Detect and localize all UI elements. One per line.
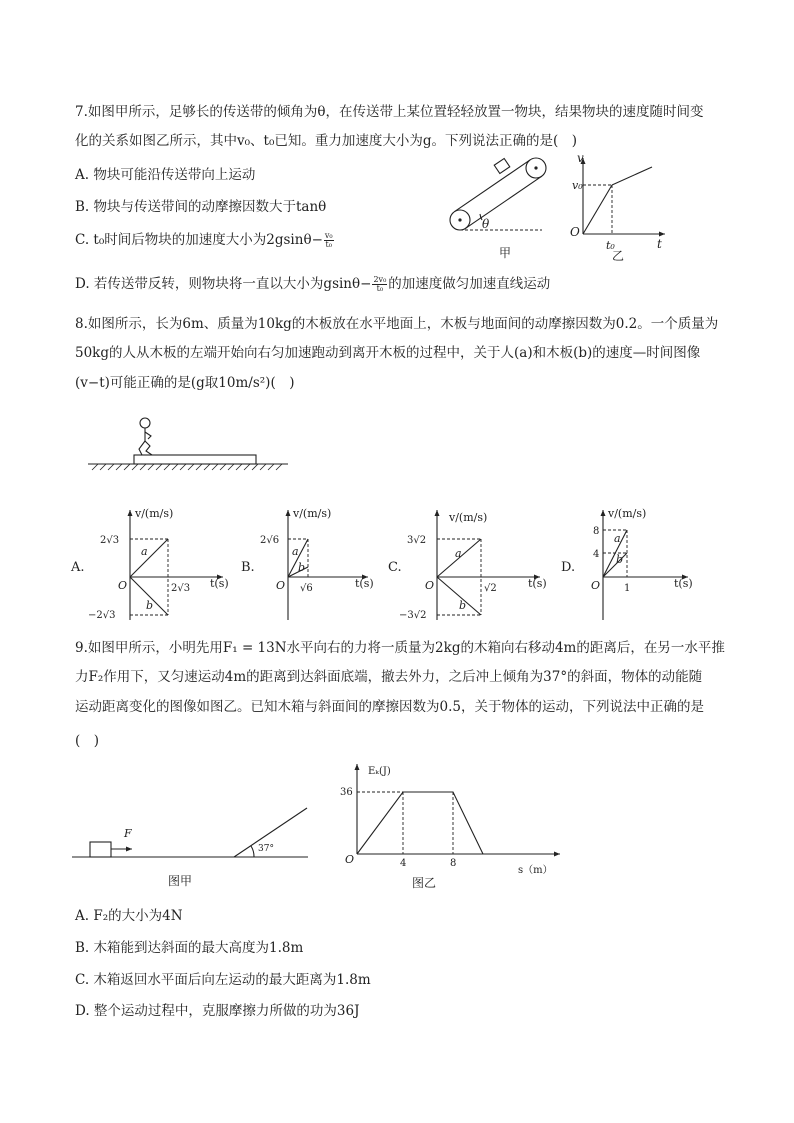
q7-option-c-text: C. t₀时间后物块的加速度大小为2gsinθ− (75, 232, 323, 248)
q9-ek-graph (340, 760, 565, 895)
q7-option-d-text-end: 的加速度做匀加速直线运动 (388, 276, 551, 292)
q9-option-b: B. 木箱能到达斜面的最大高度为1.8m (75, 940, 304, 956)
q8-x-axis-label: t(s) (355, 577, 374, 590)
q7-conveyor-figure (440, 150, 560, 265)
line-a (130, 539, 168, 577)
q9-y-axis-label: Eₖ(J) (368, 766, 391, 777)
q8-line-b-label: b (146, 599, 154, 612)
q8-origin-label: O (425, 579, 435, 592)
q7-angle-label: θ (482, 217, 490, 231)
q8-origin-label: O (276, 579, 286, 592)
q8-plank-illustration (88, 415, 288, 477)
q7-origin-label: O (570, 225, 580, 239)
q9-angle-label: 37° (258, 844, 274, 854)
q9-stem-line3: 运动距离变化的图像如图乙。已知木箱与斜面间的摩擦因数为0.5，关于物体的运动，下列说法中正确的是 (75, 699, 704, 715)
q8-y-neg-tick: −2√3 (88, 610, 116, 621)
wooden-box (90, 842, 111, 857)
q7-option-c-fraction (324, 232, 334, 249)
q8-x-tick: 2√3 (171, 583, 191, 594)
q8-y-top-tick: 8 (593, 526, 600, 537)
q8-option-label: C. (388, 560, 402, 575)
q9-option-c: C. 木箱返回水平面后向左运动的最大距离为1.8m (75, 972, 371, 988)
fraction-denominator: t₀ (376, 284, 384, 293)
q8-x-axis-label: t(s) (528, 577, 547, 590)
q8-graph-c (385, 505, 555, 625)
person-figure (139, 418, 152, 455)
q9-y-tick: 36 (340, 787, 353, 798)
q7-x-axis-label: t (657, 237, 662, 251)
block (494, 158, 510, 173)
q8-stem-line2: 50kg的人从木板的左端开始向右匀加速跑动到离开木板的过程中，关于人(a)和木板(b)的速度—时间图像 (75, 345, 701, 361)
q9-stem-line1: 9.如图甲所示，小明先用F₁ = 13N水平向右的力将一质量为2kg的木箱向右移动4m的距离后，在另一水平推 (75, 640, 725, 656)
q8-y-axis-label: v/(m/s) (293, 507, 332, 520)
q9-x-tick-8: 8 (450, 858, 457, 869)
fraction-numerator: v₀ (324, 231, 333, 240)
q8-line-a-label: a (292, 545, 299, 558)
q8-line-a-label: a (141, 545, 148, 558)
fraction-numerator: 2v₀ (373, 275, 387, 284)
q8-option-label: A. (71, 560, 85, 575)
q7-stem-line2: 化的关系如图乙所示，其中v₀、t₀已知。重力加速度大小为g。下列说法正确的是( ) (75, 133, 578, 149)
ground-hatching (92, 464, 282, 470)
q8-y-neg-tick: −3√2 (399, 610, 427, 621)
q9-origin-label: O (345, 853, 355, 866)
q8-line-b-label: b (298, 561, 306, 574)
q7-option-d (75, 276, 550, 293)
q8-x-tick: √2 (484, 583, 497, 594)
q7-option-d-text: D. 若传送带反转，则物块将一直以大小为gsinθ− (75, 276, 372, 292)
q7-option-b: B. 物块与传送带间的动摩擦因数大于tanθ (75, 199, 327, 215)
q8-stem-line1: 8.如图所示，长为6m、质量为10kg的木板放在水平地面上，木板与地面间的动摩擦因数为0.2。一个质量为 (75, 316, 719, 332)
q8-line-a-label: a (455, 547, 462, 560)
q8-stem-line3: (v−t)可能正确的是(g取10m/s²)( ) (75, 375, 295, 391)
q7-y-axis-label: v (577, 151, 584, 165)
q8-line-b-label: b (616, 553, 624, 566)
q8-x-tick: √6 (300, 583, 313, 594)
q7-vt-segment-1 (583, 185, 612, 234)
q8-y-axis-label: v/(m/s) (449, 511, 488, 524)
q8-origin-label: O (591, 579, 601, 592)
q7-figure-caption-right: 乙 (612, 249, 625, 263)
q7-option-c (75, 232, 335, 249)
q8-y-axis-label: v/(m/s) (608, 507, 647, 520)
conveyor-belt (450, 158, 546, 230)
q7-option-a: A. 物块可能沿传送带向上运动 (75, 167, 256, 183)
fraction-denominator: t₀ (325, 240, 332, 249)
plank (134, 455, 256, 464)
q9-stem-line4: ( ) (75, 733, 100, 749)
q9-option-d: D. 整个运动过程中，克服摩擦力所做的功为36J (75, 1003, 360, 1019)
q8-y-pos-tick: 3√2 (407, 535, 427, 546)
q8-line-b-label: b (459, 599, 467, 612)
q8-x-tick: 1 (624, 583, 631, 594)
q8-y-mid-tick: 4 (593, 549, 600, 560)
q8-y-pos-tick: 2√3 (100, 535, 120, 546)
q9-figure-caption-left: 图甲 (168, 874, 193, 888)
q8-origin-label: O (118, 579, 128, 592)
q9-x-tick-4: 4 (400, 858, 407, 869)
q8-x-axis-label: t(s) (210, 577, 229, 590)
line-b (603, 553, 627, 577)
q8-graph-b (240, 505, 380, 625)
q9-stem-line2: 力F₂作用下，又匀速运动4m的距离到达斜面底端，撤去外力，之后冲上倾角为37°的斜面，物体的动能随 (75, 669, 703, 685)
q7-option-d-fraction (372, 276, 387, 293)
q9-force-label: F (124, 827, 132, 840)
q7-y-tick-label: v₀ (572, 179, 583, 192)
q9-x-axis-label: s（m） (518, 865, 553, 876)
q8-graph-a (68, 505, 233, 625)
q7-stem-line1: 7.如图甲所示，足够长的传送带的倾角为θ，在传送带上某位置轻轻放置一物块，结果物块的速度随时间变 (75, 104, 704, 120)
q8-graph-d (558, 505, 698, 625)
q9-figure-caption-right: 图乙 (412, 876, 437, 890)
q9-ek-curve (357, 792, 483, 854)
q7-vt-graph (565, 150, 675, 265)
q7-vt-segment-2 (612, 167, 652, 185)
q8-line-a-label: a (614, 532, 621, 545)
q7-x-tick-label: t₀ (606, 239, 615, 252)
q8-y-pos-tick: 2√6 (260, 535, 280, 546)
q7-figure-caption-left: 甲 (499, 246, 512, 260)
q8-option-label: D. (561, 560, 576, 575)
q9-option-a: A. F₂的大小为4N (75, 908, 183, 924)
q8-y-axis-label: v/(m/s) (135, 507, 174, 520)
q9-incline-figure (72, 805, 312, 895)
q8-option-label: B. (241, 560, 255, 575)
q8-x-axis-label: t(s) (674, 577, 693, 590)
